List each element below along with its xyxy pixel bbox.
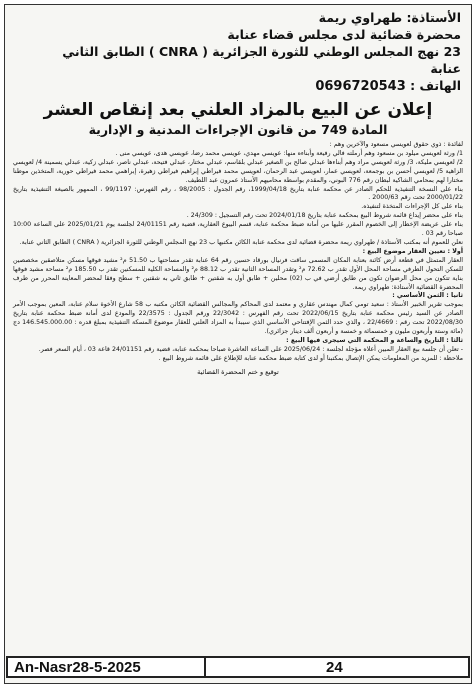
notice-paragraph: نعلن للعموم أنه بمكتب الأستاذة / طهراوي ريمة محضرة قضائية لدى محكمة عنابة الكائن مكتبها ب 23 نهج المجلس الوطني للثورة الجزائرية ( CNRA ) الطابق الثاني عنابة. bbox=[19, 238, 463, 246]
phone-number: 0696720543 bbox=[315, 79, 406, 94]
office-city: عنابة bbox=[430, 61, 461, 76]
lawyer-name: الأستاذة: طهراوي ريمة bbox=[318, 10, 461, 25]
section-heading: أولا : تعيين العقار موضوع البيع : bbox=[362, 247, 463, 255]
publication-date: An-Nasr28-5-2025 bbox=[14, 659, 141, 676]
notice-body bbox=[5, 141, 471, 377]
notice-paragraph: العقار المتمثل في قطعة أرض كائنة بعنابة المكان المسمى ساقت فرنيال بورقاد حسين رقم 64 عنابة تقدر مساحتها ب 51.50 م² مشيد فوقها مسكن متلاصقين مخصصين للسكن التحول الطرفي مساحة المحل الأول تقدر ب 72.62 م² وتقدر المساحة الثانية تقدر ب 88.12 م² والمساحة الكلية للمسكنين تقدر ب 185.50 م² مساحة مشيد فوقها بناية تتكون من محل الرضوان تكون من طابق أرضي في ب (02) محلين + طابق أول به شقتين + طابق ثاني به شقتين + سطح وفقا لمحضر المعاينة المحرر من طرف المحضرة القضائية الأستاذة: طهراوي ريمة. bbox=[13, 256, 464, 291]
newspaper-footer bbox=[6, 656, 470, 678]
phone-line bbox=[15, 77, 461, 95]
notice-subtitle: المادة 749 من قانون الإجراءات المدنية و الإدارية bbox=[88, 122, 388, 137]
phone-label: الهاتف : bbox=[410, 78, 461, 93]
signature-line: توقيع و ختم المحضرة القضائية bbox=[197, 367, 279, 376]
office-address: 23 نهج المجلس الوطني للثورة الجزائرية ( CNRA ) الطابق الثاني bbox=[62, 44, 461, 59]
section-heading: ثالثا : التاريخ والساعة و المحكمة التي سيجرى فيها البيع : bbox=[286, 336, 463, 344]
notice-paragraph: بناء على عريضة الإخطار إلى الخصوم المقرر عليها من أمانة ضبط محكمة عنابة، قسم البيوع العقارية، قضية رقم 24/01151 لجلسة يوم 2025/01/21 على الساعة 10:00 صباحا رقم 03 . bbox=[13, 221, 463, 238]
notice-paragraph: بناء على النسخة التنفيذية للحكم الصادر عن محكمة عنابة بتاريخ 1999/04/18، رقم الجدول : 98/2005 ، رقم الفهرس: 99/1197 ، الممهور بالصيغة التنفيذية بتاريخ 2000/01/22 تحت رقم 2000/63 . bbox=[13, 185, 464, 202]
notice-paragraph: بناء على محضر إيداع قائمة شروط البيع بمحكمة عنابة بتاريخ 2024/01/18 تحت رقم التسجيل : 24/309 . bbox=[186, 212, 463, 220]
notice-paragraph: لفائدة : ذوي حقوق لعويسي مسعود والآخرين وهم : bbox=[329, 141, 463, 148]
notice-paragraph: - تعلن أن جلسة بيع العقار المبين أعلاه مؤجلة لجلسة : 2025/06/24 على الساعة العاشرة صباحا بمحكمة عنابة، قضية رقم 24/01151 قاعة 03 ، أيام السعر فصر. bbox=[38, 345, 463, 353]
notice-header bbox=[5, 5, 471, 97]
notice-paragraph: 1/ ورثة لعويسي ميلود بن مسعود وهم أرملته فالي رفيعة وأبناءه منها: عويسي مهدي، عويسي محمد رضا، عويسي هدى، عويسي منى . bbox=[115, 149, 463, 157]
lawyer-title: محضرة قضائية لدى مجلس قضاء عنابة bbox=[227, 27, 461, 42]
footer-divider bbox=[204, 658, 206, 676]
notice-title: إعلان عن البيع بالمزاد العلني بعد إنقاص العشر bbox=[43, 100, 433, 120]
notice-paragraph: بناء على كل الإجراءات المتخذة لتنفيذه. bbox=[361, 203, 463, 211]
notice-paragraph: بموجب تقرير الخبير الأستاذ : سعيد تومي كمال مهندس عقاري و معتمد لدى المحاكم والمجالس القضائية الكائن مكتبه ب 58 شارع الأخوة سلام عنابة، المعين بموجب الأمر الصادر عن السيد رئيس محكمة عنابة بتاريخ 2022/06/15 تحت رقم الفهرس : 22/3042 ورقم الجدول : 22/3575 والمودع لدى أمانة ضبط محكمة عنابة بتاريخ 2022/08/30 تحت رقم : 22/4669 ، والذي حدد الثمن الإفتتاحي الأساسي الذي سيبدأ به المزاد العلني للعقار موضوع المسكة التنفيذية بمبلغ قدره : 146.545.000.00 دج (مائة وستة وأربعون مليون و خمسمائة و خمسة و أربعون ألف دينار جزائري). bbox=[13, 301, 463, 336]
legal-notice-page bbox=[4, 4, 472, 684]
notice-paragraph: ملاحظة : للمزيد من المعلومات يمكن الإتصال بمكتبنا أو لدى كتابة ضبط محكمة عنابة للإطلاع على قائمة شروط البيع . bbox=[158, 354, 463, 362]
notice-paragraph: 2/ لعويسي مليكة، 3/ ورثة لعويسي مراد وهم أبناءها عبدلي صالح بن الصغير عبدلي بلقاسم، عبدلي مختار، عبدلي فتيحة، عبدلي ناصر، عبدلي زكية، عبدلي يسمينة 4/ لعويسي الزاهية 5/ لعويسي أحسن بن بوجمعة، لعويسي عمار، لعويسي عبد الرحمان، لعويسي محمد فيراطي إبراهيم فيراطي زهيرة، إبراهمي محمد فيراطي حورية، المتخذين موطنا مختارا لهم بمحامي الشاكية لبطان رقم 776 البوني، والمقدم بواسطة محاميهم الأستاذ عمرون عبد اللطيف. bbox=[13, 158, 464, 184]
page-number: 24 bbox=[326, 659, 343, 676]
section-heading: ثانيا : الثمن الأساسي : bbox=[392, 292, 463, 300]
